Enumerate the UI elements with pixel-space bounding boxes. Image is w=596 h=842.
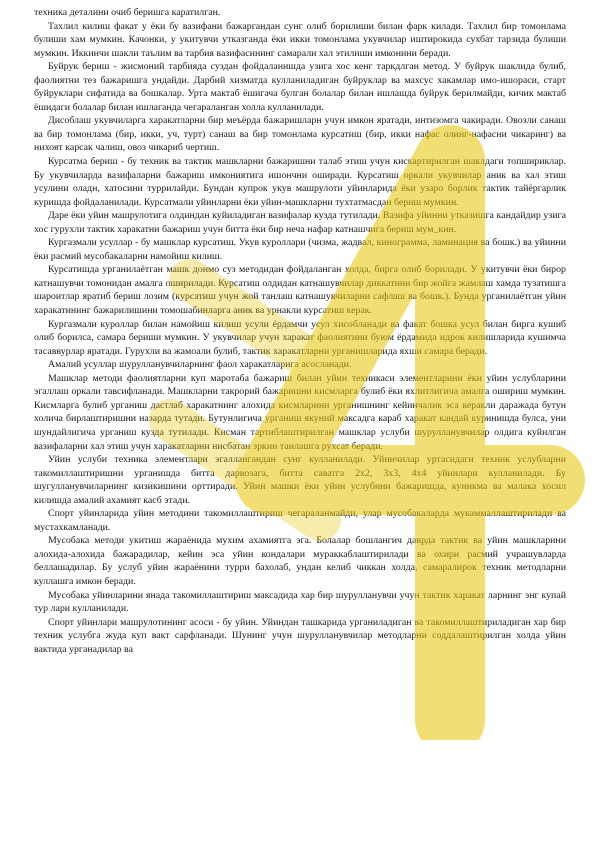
paragraph: техника деталини очиб беришга каратилган. <box>34 7 221 18</box>
paragraph: Кургазмали куроллар билан намойиш килиш усули ёрдамчи усул хисобланади ва факат бошка усул билан бирга кушиб олиб борилса, самара бериши мумкин. У укувчилар учун харакат фаолиятини буюм ёрдамида идрок килишларида кушимча тасаввурлар яратади. Гурухли ва жамоали булиб, тактик харакатларни урганишларида яхши самара беради. <box>34 318 566 357</box>
paragraph: Спорт уйинларида уйин методини такомиллаштириш чегараланмайди, улар мусобакаларда мукаммаллаштирилади ва мустахкамланади. <box>34 508 566 533</box>
paragraph: Кургазмали усуллар - бу машклар курсатиш. Укув куроллари (чизма, жадвал, кинограмма, ламинация ва бошк.) ва уйинни ёки расмий мусобакаларни намойиш килиш. <box>34 237 566 262</box>
paragraph: Амалий усуллар шурулланувчиларнинг фаол харакатларига асосланади. <box>48 359 352 371</box>
paragraph: Мусобака методи укитиш жараёнида мухим ахамиятга эга. Болалар бошлангич даврда тактик ва уйин машкларини алохида-алохида бажарадилар, кейин эса уйин кондалари мураккаблаштирилади ва охири расмий учрашувларда беллашадилар. Бу услуб уйин жараёнини турри бахолаб, ундан келиб чиккан холда, самаралирок техник методларни куллашга имкон беради. <box>34 535 566 587</box>
paragraph: Курсатишда урганилаётган машк донмо суз методидан фойдаланган холда, бирга олиб борилади. У укитувчи ёки бирор катнашувчи томонидан амалга оширилади. Курсатиш олдидан катнашувчилар диккатини бир жойга жамлаш хамда тузатишга шароитлар яратиб бериш лозим (курсатиш учун жой танлаш катнашувчиларни сафлаш ва бошк.). Бунда урганилаётган уйин харакатининг бажарилишини томошабинларга аник ва урнакли курсатиш керак. <box>34 264 566 317</box>
paragraph: Спорт уйинлари машрулотининг асоси - бу уйин. Уйиндан ташкарида урганиладиган ва такомиллаштириладиган хар бир техник услубга жуда куп вакт сарфланади. Шунинг учун шурулланувчилар методларни соддалаштирилган холда уйин вактида урганадилар ва <box>34 616 566 655</box>
paragraph: Тахлил килиш факат у ёки бу вазифани бажаргандан сунг олиб борилиши билан фарк килади. Тахлил бир томонлама булиши хам мумкин. Качонки, у укитувчи утказганда ёки икки томонлама укувчилар иштирокида сухбат тарзида булиши мумкин. Иккинчи шакли таълим ва тарбия вазифасининг самарали хал этилиши имконини беради. <box>34 20 566 59</box>
paragraph: Даре ёки уйин машрулотига олдиндан куйиладиган вазифалар кузда тутилади. Вазифа уйинни утказишга кандайдир узига хос гурухли тактик харакатни бажариш учун битта ёки бир неча нафар катнашчига бериш мум_кин. <box>34 210 566 235</box>
paragraph: Буйрук бериш - жисмоний тарбияда суздан фойдаланишда узига хос кенг таркдлган метод. У буйрук шаклида булиб, фаолиятни тез бажаришга ундайди. Дарбий хизматда кулланиладиган буйруклар ва махсус хакамлар имо-ишораси, старт буйруклари сифатида ва бошкалар. Урта мактаб ёшигача булган болалар билан ишлашда буйрук берилмайди, кичик мактаб ёшидаги болалар билан ишлаганда чегараланган холла кулланилади. <box>34 61 566 113</box>
paragraph: Мусобака уйинларини янада такомиллаштириш максадида хар бир шурулланувчи учун тактик харакат ларнинг энг купай тур лари кулланилади. <box>34 589 566 615</box>
paragraph: Машклар методи фаолиятларни куп маротаба бажариш билан уйин техникаси элементларини ёки уйин услубларини эгаллаш оркали тавсифланади. Машкларни такрорий бажаришни кисмларга булиб ёки яхлитлигича амалга ошириш мумкин. Кисмларга булиб урганиш дастлаб харакатнинг алохида кисмларини урганишнинг кейинчалик эса керакли даражада бутун холича бирлаштиришни назарда тутади. Бутунлигича урганиш якуний максадга караб харакат кандай куринишда булса, уни шундайлигича урганиш кузда тутилади. Кисман тартиблаштирилган машклар услуби шурулланувчилар олдига куйилган вазифаларни хал этиш учун харакатларни нисбатан эркин танлашга рухсат беради. <box>34 372 566 452</box>
document-body <box>34 6 566 656</box>
paragraph: Курсатма бериш - бу техник ва тактик машкларни бажаришни талаб этиш учун кискартирилган шаклдаги топшириклар. Бу укувчиларда вазифаларни бажариш имкониятига ишончни оширади. Курсатиш оркали укувчилар аник ва хал этиш усулини оладн, хатосини туррилайди. Бундан купрок укув машрулоти уйинларида ёки узаро борлик тактик тайёргарлик куришда фойдаланилади. Курсатмали уйинларни ёки уйин-машкларни тухтатмасдан бериш мумкин. <box>34 156 566 208</box>
paragraph: Дисоблаш укувчиларга харакатларни бир меъёрда бажаришларн учун имкон яратади, интизомга чакиради. Овозли санаш ва бир томонлама (бир, икки, уч, турт) санаш ва бир томонлама курсатиш (бир, икки нафас олинг-нафасни чикаринг) ва нихоят карсак чалиш, овоз чикариб чертиш. <box>34 115 566 154</box>
paragraph: Уйин услуби техника элементлари эгаллангандан сунг кулланилади. Уйинчилар уртасидаги техник услубларни такомиллаштиришни урганишда битта дарвозага, битта саватга 2x2, 3x3, 4x4 уйинлари кулланилади. Бу шугулланувчиларнинг кизикишини орттиради. Уйин машки ёки уйин услубини бажаришда, куникма ва малака хосил килишда амалий ахамият касб этади. <box>34 454 566 506</box>
